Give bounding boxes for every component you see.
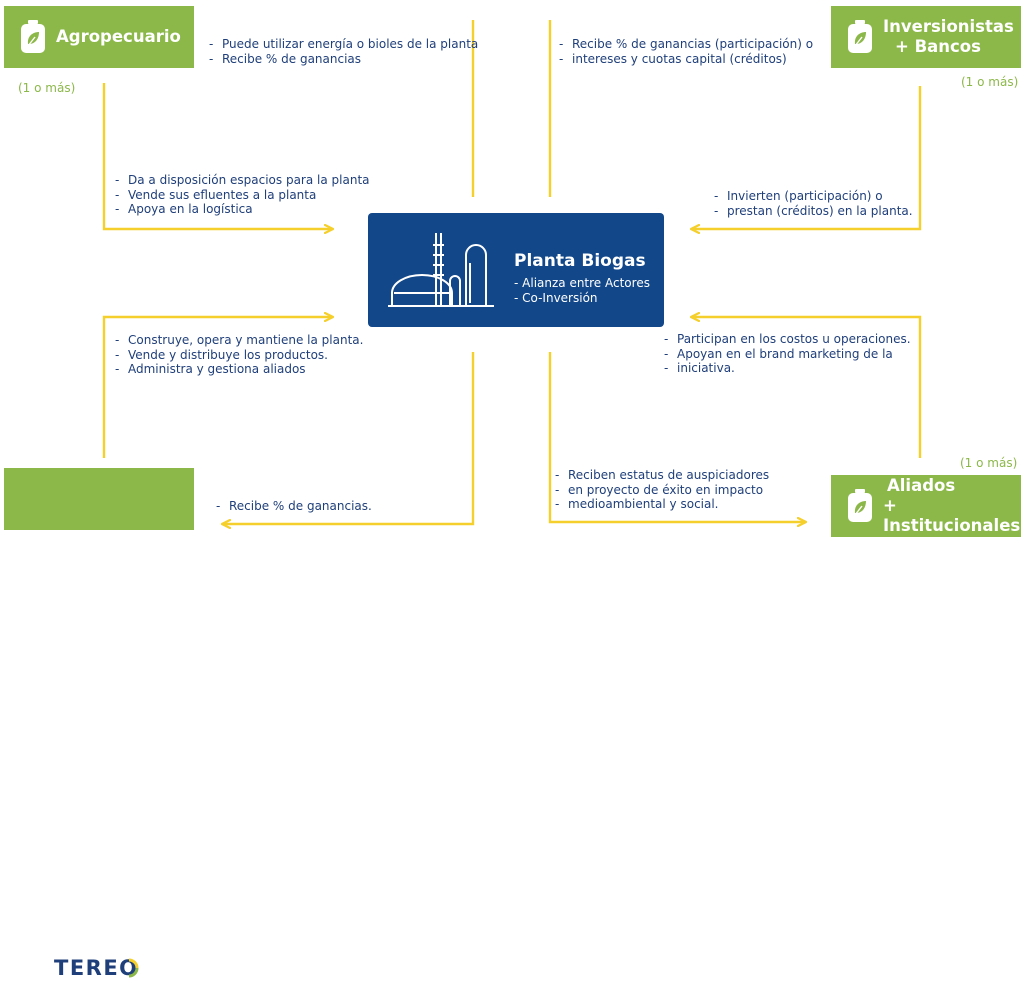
note-item: - Participan en los costos u operaciones.: [664, 332, 911, 347]
notes-investors-receive: [559, 37, 813, 66]
note-item: - Apoya en la logística: [115, 202, 370, 217]
count-inversionistas: (1 o más): [961, 75, 1019, 89]
note-item: - iniciativa.: [664, 361, 911, 376]
actor-label-line2: + Bancos: [895, 37, 981, 56]
leaf-gas-tank-icon: [18, 19, 48, 55]
note-item: - intereses y cuotas capital (créditos): [559, 52, 813, 67]
note-item: - prestan (créditos) en la planta.: [714, 204, 913, 219]
note-item: - Vende sus efluentes a la planta: [115, 188, 370, 203]
tereo-logo: [46, 948, 150, 986]
notes-agro-receives: [209, 37, 478, 66]
actor-agropecuario: [4, 6, 194, 68]
actor-label: Aliados: [887, 476, 956, 495]
note-item: - Apoyan en el brand marketing de la: [664, 347, 911, 362]
note-item: - Vende y distribuye los productos.: [115, 348, 363, 363]
note-item: - Da a disposición espacios para la planta: [115, 173, 370, 188]
notes-agro-gives: [115, 173, 370, 217]
note-item: - Puede utilizar energía o bioles de la planta: [209, 37, 478, 52]
center-line-coinversion: - Co-Inversión: [514, 291, 598, 305]
note-item: - Recibe % de ganancias: [209, 52, 478, 67]
notes-allies-give: [664, 332, 911, 376]
note-item: - Recibe % de ganancias.: [216, 499, 372, 514]
actor-aliados: [831, 475, 1021, 537]
note-item: - Recibe % de ganancias (participación) o: [559, 37, 813, 52]
tereo-logo-mark: [50, 952, 146, 982]
note-item: - Construye, opera y mantiene la planta.: [115, 333, 363, 348]
actor-label-line2: + Institucionales: [883, 496, 1021, 535]
count-aliados: (1 o más): [960, 456, 1018, 470]
leaf-gas-tank-icon: [845, 488, 875, 524]
notes-tereo-gives: [115, 333, 363, 377]
actor-tereo: [4, 468, 194, 980]
actor-inversionistas: [831, 6, 1021, 68]
notes-tereo-receives: [216, 499, 372, 514]
note-item: - en proyecto de éxito en impacto: [555, 483, 769, 498]
note-item: - medioambiental y social.: [555, 497, 769, 512]
note-item: - Invierten (participación) o: [714, 189, 913, 204]
tereo-logo-text: TEREO: [54, 956, 139, 980]
center-line-alianza: - Alianza entre Actores: [514, 276, 650, 290]
actor-label: Inversionistas: [883, 17, 1014, 36]
count-agropecuario: (1 o más): [18, 81, 76, 95]
leaf-gas-tank-icon: [845, 19, 875, 55]
note-item: - Administra y gestiona aliados: [115, 362, 363, 377]
notes-allies-receive: [555, 468, 769, 512]
center-title: Planta Biogas: [514, 251, 646, 271]
biogas-plant-icon: [386, 229, 496, 311]
note-item: - Reciben estatus de auspiciadores: [555, 468, 769, 483]
notes-investors-give: [714, 189, 913, 218]
planta-biogas-box: [368, 213, 664, 327]
actor-label: Agropecuario: [56, 27, 181, 46]
